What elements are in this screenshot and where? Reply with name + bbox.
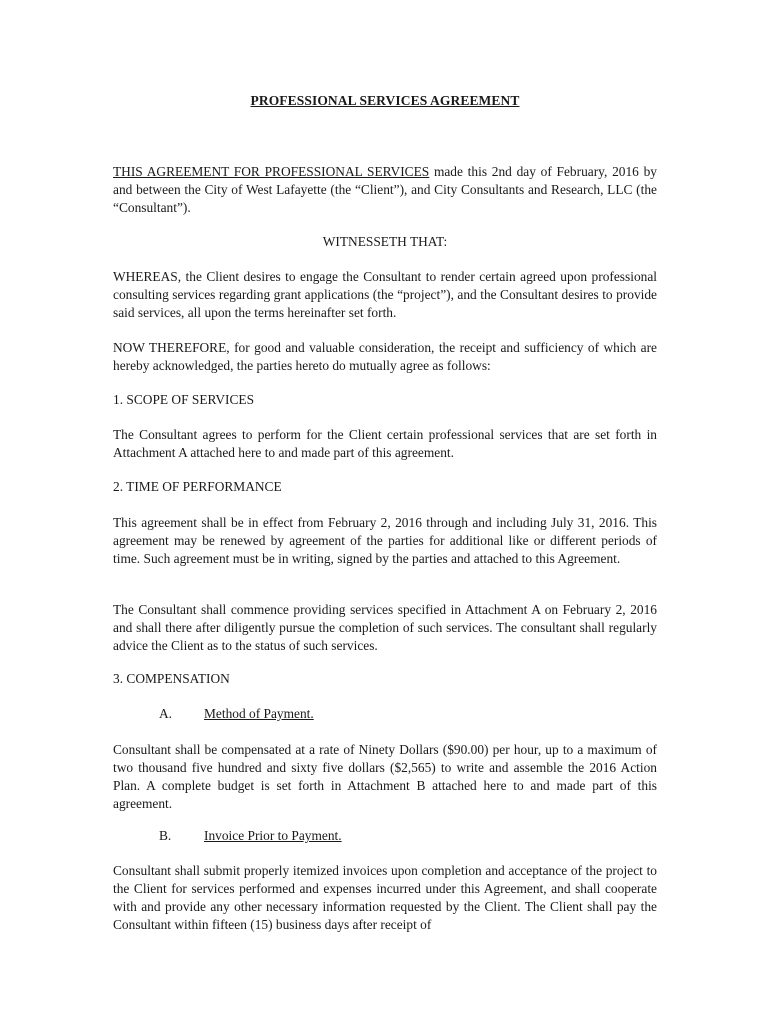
intro-paragraph	[113, 163, 657, 217]
section-1-heading: 1. SCOPE OF SERVICES	[113, 392, 255, 407]
subsection-b-body: Consultant shall submit properly itemized invoices upon completion and acceptance of the project to the Client for services performed and expenses incurred under this Agreement, and shall cooperate with and provide any other necessary information requested by the Client. The Client shall pay the Consultant within fifteen (15) business days after receipt of	[113, 863, 657, 932]
subsection-a-letter: A.	[159, 706, 173, 721]
section-3-heading: 3. COMPENSATION	[113, 671, 230, 686]
intro-lead: THIS AGREEMENT FOR PROFESSIONAL SERVICES	[113, 164, 430, 179]
subsection-a-title: Method of Payment.	[204, 706, 314, 721]
section-2-body-2: The Consultant shall commence providing services specified in Attachment A on February 2, 2016 and shall there after diligently pursue the completion of such services. The consultant shall regularly advice the Client as to the status of such services.	[113, 602, 657, 653]
section-2-heading: 2. TIME OF PERFORMANCE	[113, 479, 282, 494]
whereas-paragraph: WHEREAS, the Client desires to engage the Consultant to render certain agreed upon professional consulting services regarding grant applications (the “project”), and the Consultant desires to provide said services, all upon the terms hereinafter set forth.	[113, 269, 657, 320]
subsection-b-letter: B.	[159, 828, 172, 843]
subsection-b-title: Invoice Prior to Payment.	[204, 828, 342, 843]
section-1-body: The Consultant agrees to perform for the Client certain professional services that are set forth in Attachment A attached here to and made part of this agreement.	[113, 427, 657, 460]
now-therefore-paragraph: NOW THEREFORE, for good and valuable consideration, the receipt and sufficiency of which are hereby acknowledged, the parties hereto do mutually agree as follows:	[113, 340, 657, 373]
intro-rest: made this 2nd day of February, 2016 by and between the City of West Lafayette (the “Client”), and City Consultants and Research, LLC (the “Consultant”).	[113, 164, 657, 215]
section-2-body-1: This agreement shall be in effect from February 2, 2016 through and including July 31, 2016. This agreement may be renewed by agreement of the parties for additional like or different periods of time. Such agreement must be in writing, signed by the parties and attached to this Agreement.	[113, 515, 657, 566]
witnesseth-heading: WITNESSETH THAT:	[322, 234, 448, 249]
document-title: PROFESSIONAL SERVICES AGREEMENT	[250, 93, 520, 108]
subsection-a-body: Consultant shall be compensated at a rate of Ninety Dollars ($90.00) per hour, up to a maximum of two thousand five hundred and sixty five dollars ($2,565) to write and assemble the 2016 Action Plan. A complete budget is set forth in Attachment B attached here to and made part of this agreement.	[113, 742, 657, 811]
